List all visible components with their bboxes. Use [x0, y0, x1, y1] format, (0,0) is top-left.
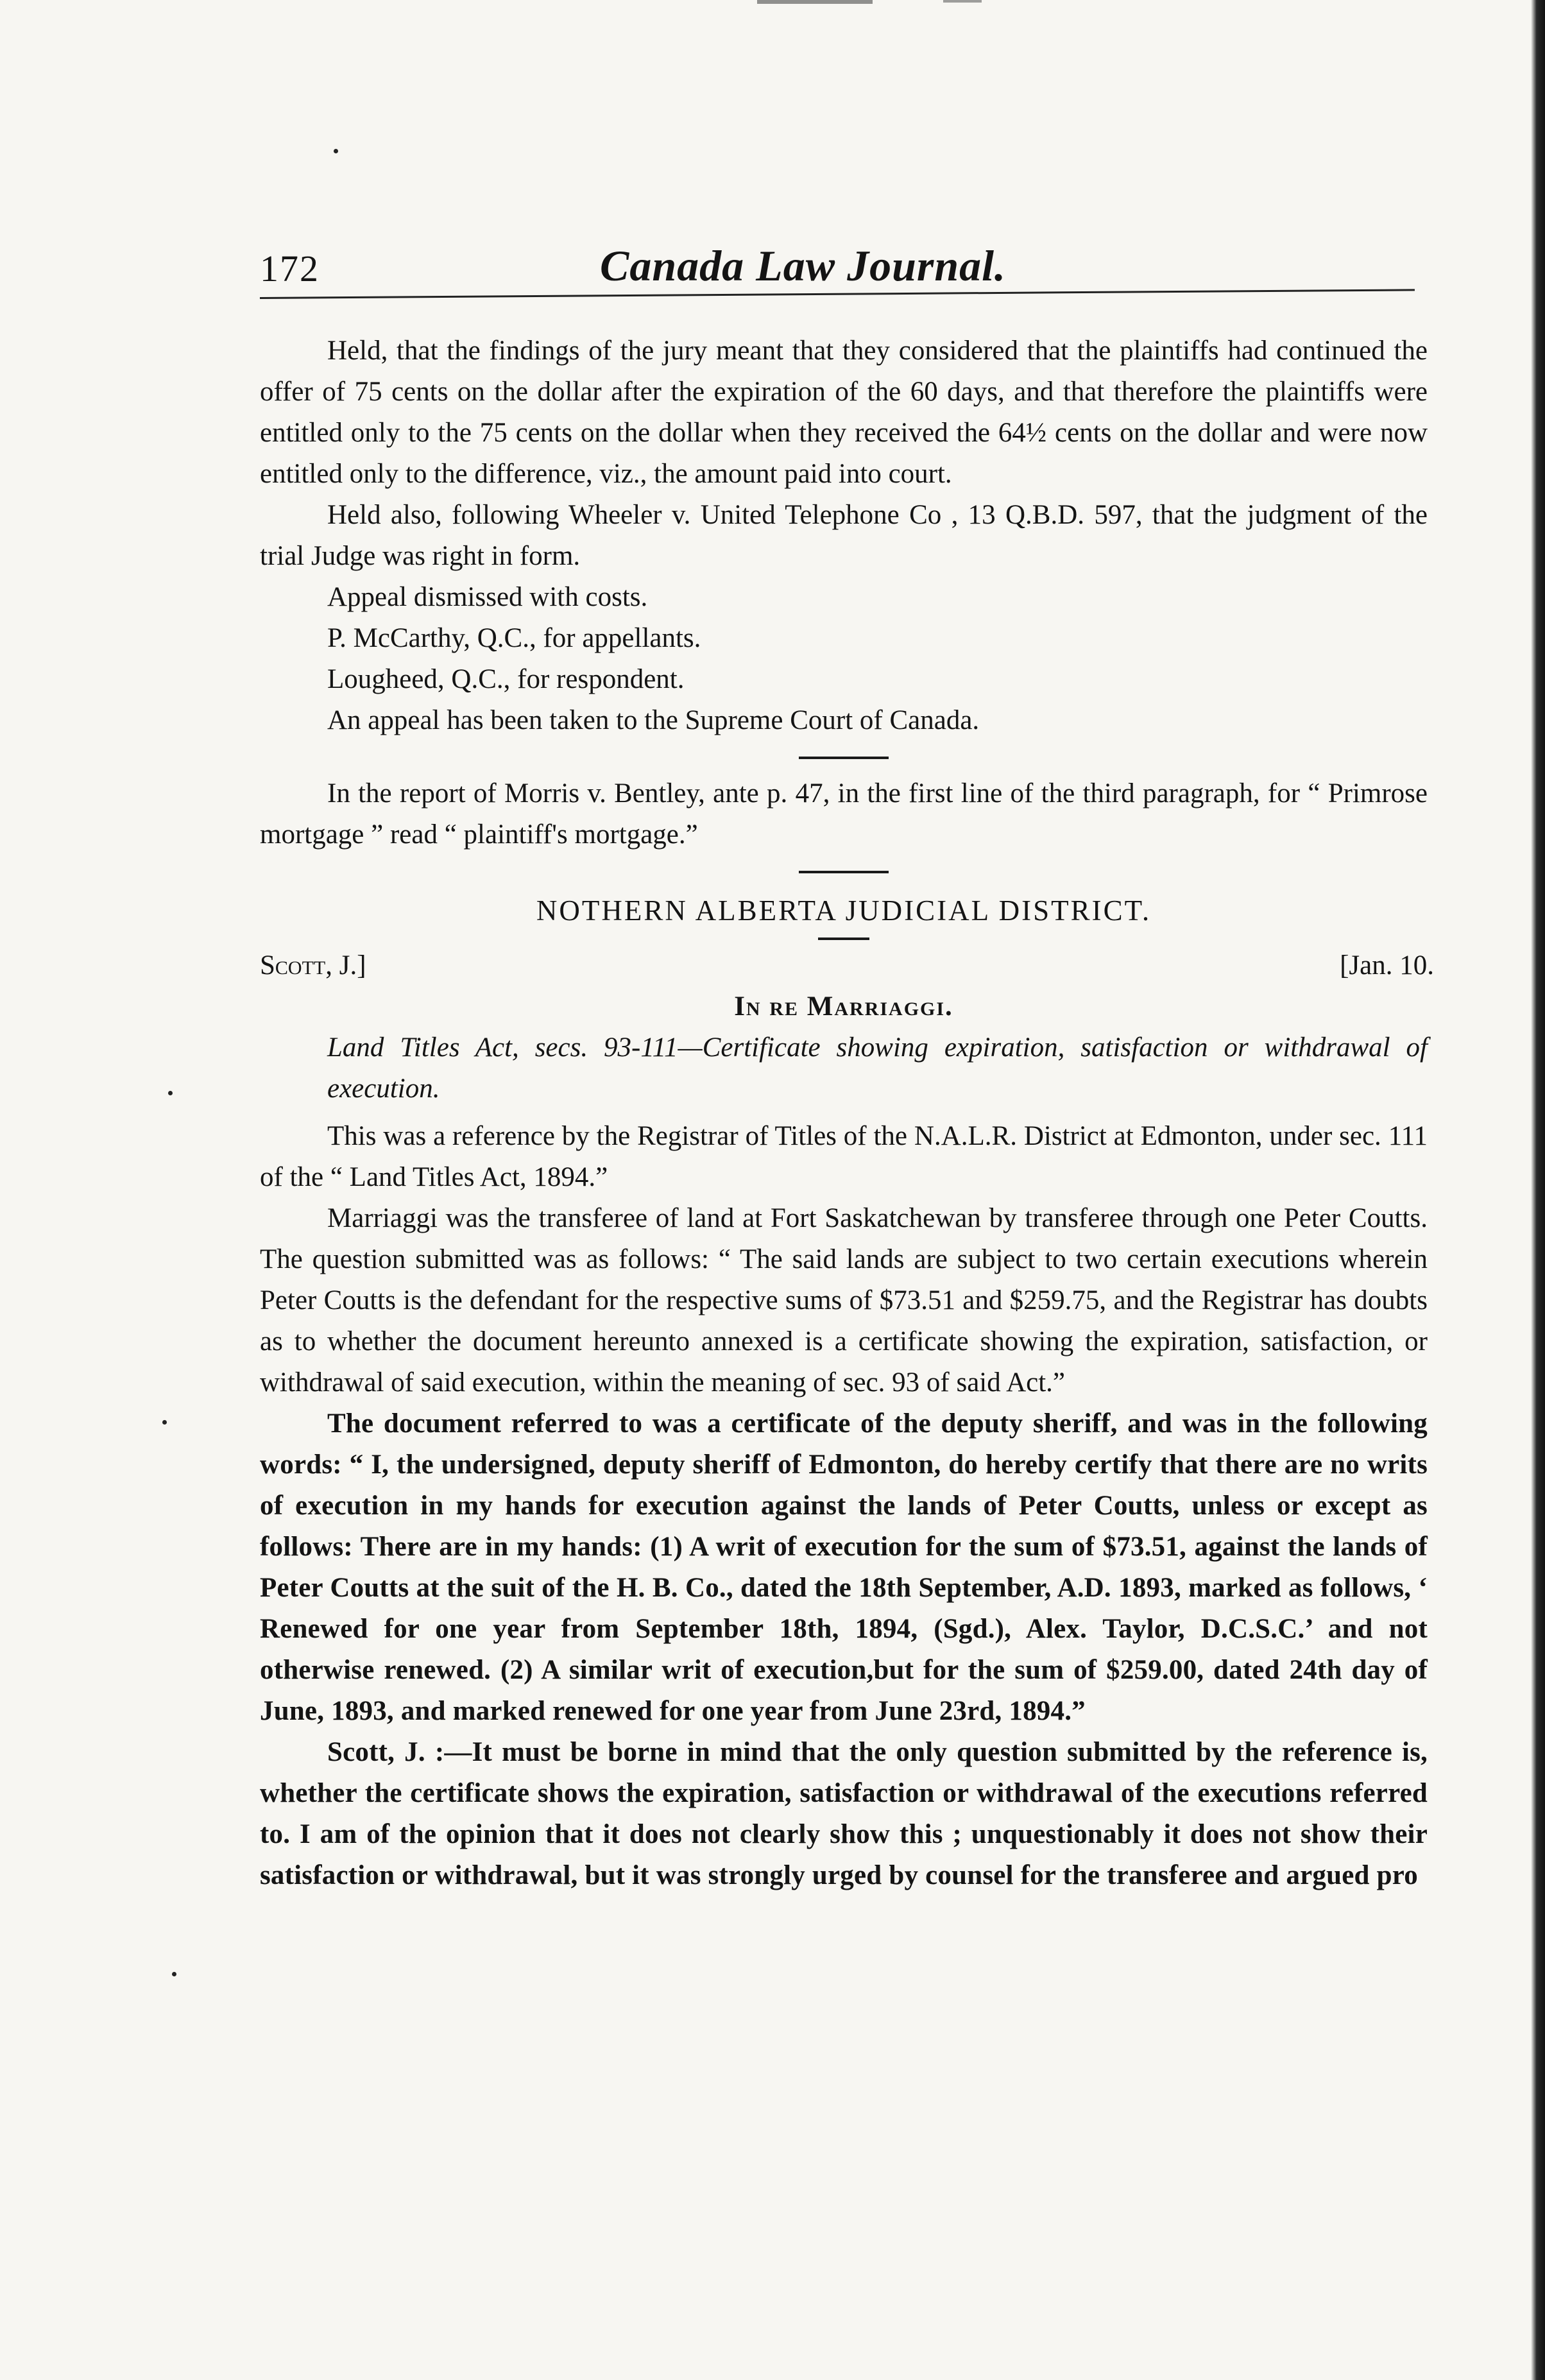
case-paragraph: This was a reference by the Registrar of Titles of the N.A.L.R. District at Edmonton, under sec. 111 of the “ Land Titles Act, 1894.” [260, 1121, 1428, 1192]
journal-page [260, 228, 1434, 1890]
scan-speck [334, 149, 338, 153]
headnote: Land Titles Act, secs. 93-111—Certificate showing expiration, satisfaction or withdrawal of execution. [327, 1032, 1428, 1104]
scan-artifact [943, 0, 982, 3]
page-number: 172 [260, 248, 320, 289]
case-paragraph: Marriaggi was the transferee of land at Fort Saskatchewan by transferee through one Peter Coutts. The question submitted was as follows: “ The said lands are subject to two certain executions wherein Peter Coutts is the defendant for the respective sums of $73.51 and $259.75, and the Registrar has doubts as to whether the document hereunto annexed is a certificate showing the expiration, satisfaction, or withdrawal of said execution, within the meaning of sec. 93 of said Act.” [260, 1203, 1428, 1398]
counsel-appellants: P. McCarthy, Q.C., for appellants. [327, 623, 701, 653]
page-header [260, 228, 1428, 292]
appeal-dismissed: Appeal dismissed with costs. [327, 582, 648, 612]
separator-rule [799, 757, 889, 759]
scan-speck [172, 1972, 176, 1976]
page-body [260, 330, 1434, 1896]
held-also-paragraph: Held also, following Wheeler v. United Telephone Co , 13 Q.B.D. 597, that the judgment of the trial Judge was right in form. [260, 500, 1428, 571]
scan-artifact [757, 0, 873, 4]
scan-speck [162, 1420, 167, 1425]
case-paragraph: Scott, J. :—It must be borne in mind that the only question submitted by the reference is, whether the certificate shows the expiration, satisfaction or withdrawal of the executions referred to. I am of the opinion that it does not clearly show this ; unquestionably it does not show their satisfaction or withdrawal, but it was strongly urged by counsel for the transferee and argued pro [260, 1737, 1428, 1890]
section-title: NOTHERN ALBERTA JUDICIAL DISTRICT. [536, 895, 1152, 927]
running-title: Canada Law Journal. [600, 241, 1007, 290]
appeal-note: An appeal has been taken to the Supreme Court of Canada. [327, 705, 980, 735]
case-title: In re Marriaggi. [734, 991, 953, 1022]
held-paragraph: Held, that the findings of the jury meant that they considered that the plaintiffs had continued the offer of 75 cents on the dollar after the expiration of the 60 days, and that therefore the plaintiffs were entitled only to the 75 cents on the dollar when they received the 64½ cents on the dollar and were now entitled only to the difference, viz., the amount paid into court. [260, 336, 1428, 489]
erratum-paragraph: In the report of Morris v. Bentley, ante p. 47, in the first line of the third paragraph, for “ Primrose mortgage ” read “ plaintiff's mortgage.” [260, 778, 1428, 850]
scan-speck [168, 1091, 173, 1095]
scan-border [1531, 0, 1545, 2380]
separator-rule [799, 871, 889, 873]
case-paragraph: The document referred to was a certificate of the deputy sheriff, and was in the following words: “ I, the undersigned, deputy sheriff of Edmonton, do hereby certify that there are no writs of execution in my hands for execution against the lands of Peter Coutts, unless or except as follows: There are in my hands: (1) A writ of execution for the sum of $73.51, against the lands of Peter Coutts at the suit of the H. B. Co., dated the 18th September, A.D. 1893, marked as follows, ‘ Renewed for one year from September 18th, 1894, (Sgd.), Alex. Taylor, D.C.S.C.’ and not otherwise renewed. (2) A similar writ of execution,but for the sum of $259.00, dated 24th day of June, 1893, and marked renewed for one year from June 23rd, 1894.” [260, 1408, 1428, 1726]
counsel-respondent: Lougheed, Q.C., for respondent. [327, 664, 685, 694]
case-date: [Jan. 10. [1340, 950, 1434, 980]
judge-name: Scott, J.] [260, 950, 366, 980]
separator-rule [818, 937, 869, 940]
judge-line [260, 945, 1434, 986]
